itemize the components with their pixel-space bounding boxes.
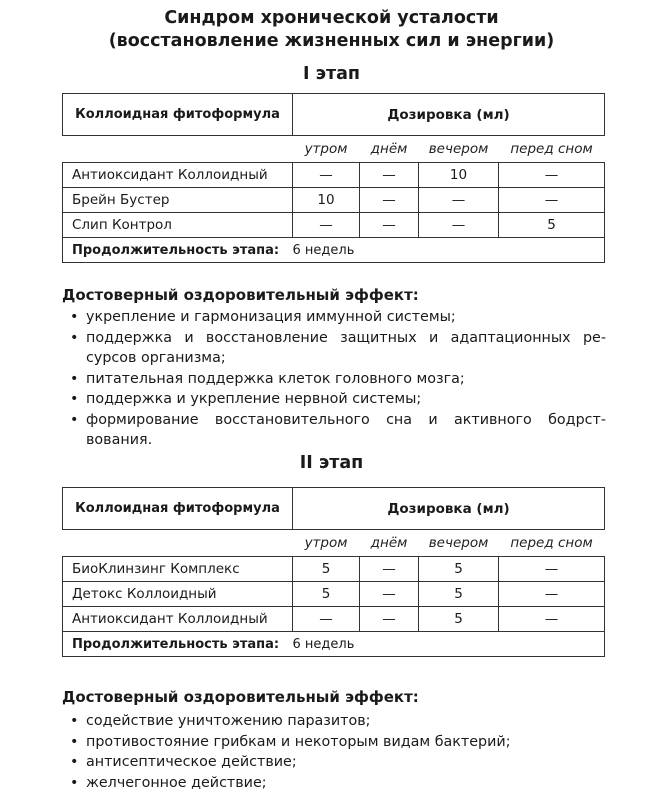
dose-cell: 10 [293, 188, 360, 213]
dose-cell: — [499, 582, 605, 607]
time-day: днём [370, 141, 408, 157]
bullet-icon: • [70, 774, 79, 791]
table-row [63, 557, 605, 582]
stage-1-dosage-table [62, 93, 605, 263]
bullet-icon: • [70, 733, 79, 750]
time-evening: вечером [428, 535, 489, 551]
table-row [63, 188, 605, 213]
list-item: • содействие уничтожению паразитов; [70, 711, 606, 732]
dose-cell: — [499, 557, 605, 582]
stage-2-dosage-table [62, 487, 605, 657]
dose-cell: 5 [293, 557, 360, 582]
table-header-row [63, 488, 605, 530]
duration-value: 6 недель [293, 238, 605, 263]
empty-cell [63, 136, 293, 163]
stage-1-heading: I этап [302, 64, 361, 84]
dose-cell: — [293, 213, 360, 238]
bullet-icon: • [70, 309, 79, 325]
bullet-icon: • [70, 391, 79, 407]
stage-1-effects-list [70, 307, 606, 451]
dose-cell: — [499, 163, 605, 188]
list-item: • укрепление и гармонизация иммунной системы; [70, 307, 606, 328]
stage-1-effect-heading: Достоверный оздоровительный эффект: [62, 286, 419, 304]
table-header-row [63, 94, 605, 136]
bullet-icon: • [70, 411, 79, 428]
bullet-icon: • [70, 370, 79, 387]
time-bedtime: перед сном [510, 535, 593, 551]
dose-cell: 5 [419, 557, 499, 582]
header-dosage: Дозировка (мл) [293, 488, 605, 530]
dose-cell: 5 [499, 213, 605, 238]
dose-cell: — [499, 607, 605, 632]
duration-label: Продолжительность этапа: [63, 238, 293, 263]
time-morning: утром [304, 141, 348, 157]
list-item: • формирование восстановительного сна и активного бодрст-вования. [70, 411, 606, 448]
bullet-icon: • [70, 713, 79, 729]
list-item: • антисептическое действие; [70, 752, 606, 773]
dose-cell: — [360, 607, 419, 632]
bullet-icon: • [70, 329, 79, 346]
dose-cell: — [419, 188, 499, 213]
time-morning: утром [304, 535, 348, 551]
document-title: Синдром хронической усталости [164, 8, 499, 28]
dose-cell: — [360, 557, 419, 582]
time-of-day-row [63, 530, 605, 557]
formula-name: Детокс Коллоидный [63, 582, 293, 607]
dose-cell: — [360, 582, 419, 607]
time-day: днём [370, 535, 408, 551]
dose-cell: — [419, 213, 499, 238]
header-dosage: Дозировка (мл) [293, 94, 605, 136]
header-formula: Коллоидная фитоформула [63, 488, 293, 530]
list-item: • поддержка и восстановление защитных и адаптационных ре-сурсов организма; [70, 329, 606, 366]
stage-2-effects-list [70, 711, 606, 793]
list-item: • противостояние грибкам и некоторым видам бактерий; [70, 732, 606, 753]
stage-2-heading: II этап [299, 453, 364, 473]
table-row [63, 582, 605, 607]
dose-cell: — [293, 607, 360, 632]
table-row [63, 163, 605, 188]
formula-name: БиоКлинзинг Комплекс [63, 557, 293, 582]
dose-cell: — [360, 188, 419, 213]
list-item: • желчегонное действие; [70, 773, 606, 794]
dose-cell: — [499, 188, 605, 213]
table-row [63, 213, 605, 238]
formula-name: Антиоксидант Коллоидный [63, 607, 293, 632]
time-of-day-row [63, 136, 605, 163]
dose-cell: — [293, 163, 360, 188]
header-formula: Коллоидная фитоформула [63, 94, 293, 136]
formula-name: Антиоксидант Коллоидный [63, 163, 293, 188]
empty-cell [63, 530, 293, 557]
formula-name: Брейн Бустер [63, 188, 293, 213]
stage-2-effect-heading: Достоверный оздоровительный эффект: [62, 688, 419, 706]
duration-value: 6 недель [293, 632, 605, 657]
list-item: • питательная поддержка клеток головного мозга; [70, 369, 606, 390]
formula-name: Слип Контрол [63, 213, 293, 238]
dose-cell: 10 [419, 163, 499, 188]
time-bedtime: перед сном [510, 141, 593, 157]
duration-row [63, 238, 605, 263]
duration-label: Продолжительность этапа: [63, 632, 293, 657]
time-evening: вечером [428, 141, 489, 157]
bullet-icon: • [70, 754, 79, 770]
duration-row [63, 632, 605, 657]
document-subtitle: (восстановление жизненных сил и энергии) [108, 31, 555, 51]
dose-cell: 5 [419, 607, 499, 632]
dose-cell: — [360, 163, 419, 188]
dose-cell: — [360, 213, 419, 238]
table-row [63, 607, 605, 632]
dose-cell: 5 [419, 582, 499, 607]
dose-cell: 5 [293, 582, 360, 607]
list-item: • поддержка и укрепление нервной системы; [70, 389, 606, 410]
